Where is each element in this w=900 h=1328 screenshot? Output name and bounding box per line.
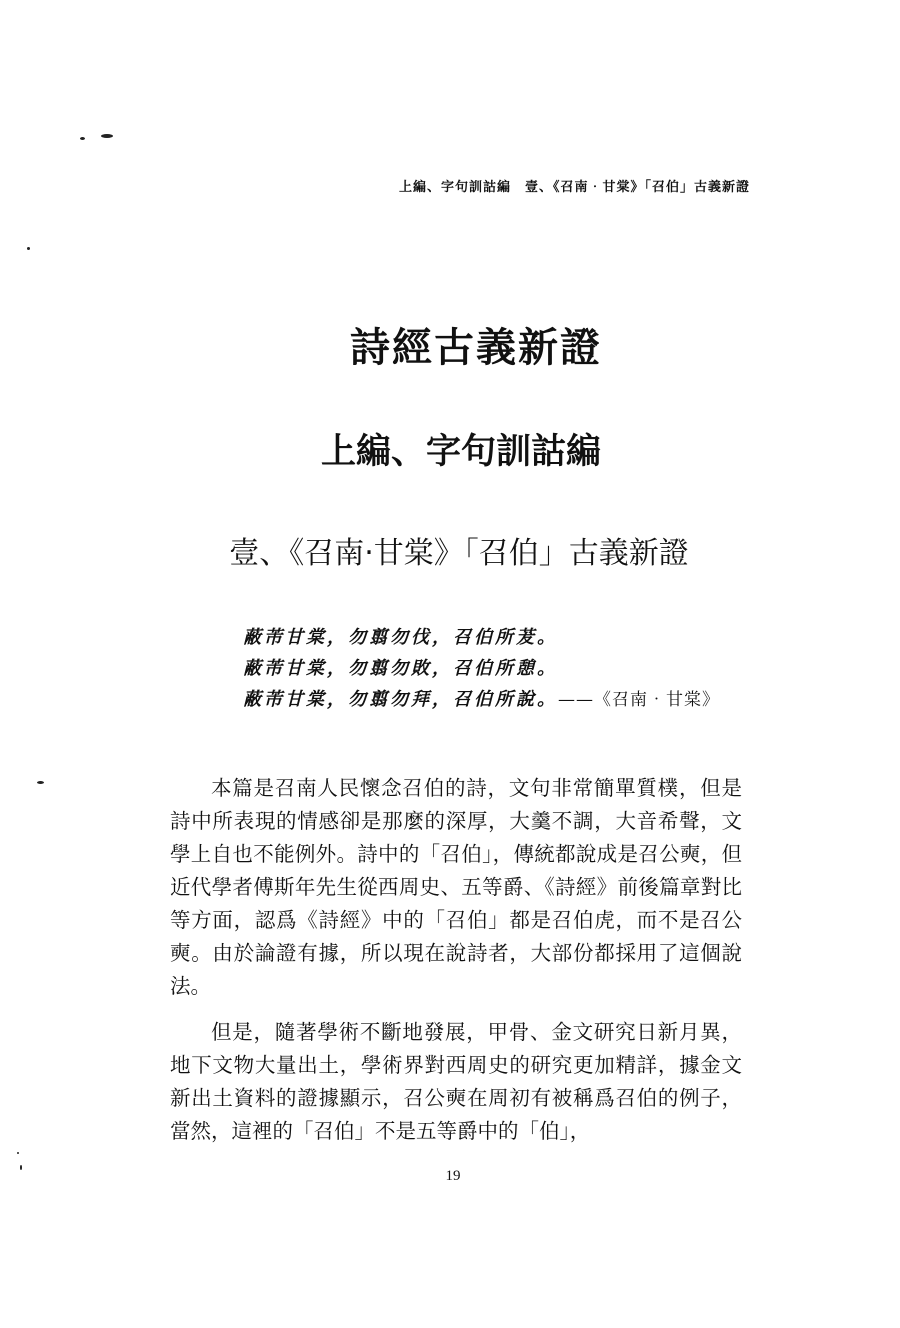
epigraph-line-text: 蔽芾甘棠，勿翦勿拜，召伯所說。	[243, 689, 558, 710]
chapter-title: 壹、《召南‧甘棠》「召伯」古義新證	[229, 536, 689, 571]
scan-speck	[80, 137, 85, 140]
epigraph-source: ——《召南‧甘棠》	[558, 690, 720, 710]
scan-speck	[101, 134, 113, 138]
epigraph-line-text: 蔽芾甘棠，勿翦勿敗，召伯所憩。	[243, 658, 558, 679]
body-paragraph: 本篇是召南人民懷念召伯的詩，文句非常簡單質樸，但是詩中所表現的情感卻是那麼的深厚，大羹不調，大音希聲，文學上自也不能例外。詩中的「召伯」，傳統都說成是召公奭，但近代學者傅斯年先生從西周史、五等爵、《詩經》前後篇章對比等方面，認爲《詩經》中的「召伯」都是召伯虎，而不是召公奭。由於論證有據，所以現在說詩者，大部份都採用了這個說法。	[170, 776, 742, 998]
part-title: 上編、字句訓詁編	[320, 432, 601, 472]
running-header: 上編、字句訓詁編 壹、《召南‧甘棠》「召伯」古義新證	[398, 180, 750, 195]
page-number: 19	[445, 1168, 461, 1184]
epigraph-line	[243, 653, 763, 684]
body-paragraph: 但是，隨著學術不斷地發展，甲骨、金文研究日新月異，地下文物大量出土，學術界對西周史的研究更加精詳，據金文新出土資料的證據顯示，召公奭在周初有被稱爲召伯的例子，當然，這裡的「召伯」不是五等爵中的「伯」，	[170, 1020, 742, 1143]
body-text	[170, 772, 742, 1148]
epigraph	[243, 622, 763, 716]
book-title: 詩經古義新證	[350, 325, 602, 371]
epigraph-line	[243, 622, 763, 653]
scan-speck	[27, 247, 30, 250]
scan-speck	[20, 1165, 22, 1170]
scan-speck	[17, 1152, 19, 1154]
epigraph-line	[243, 684, 763, 716]
scan-speck	[37, 781, 44, 784]
epigraph-line-text: 蔽芾甘棠，勿翦勿伐，召伯所茇。	[243, 627, 558, 648]
